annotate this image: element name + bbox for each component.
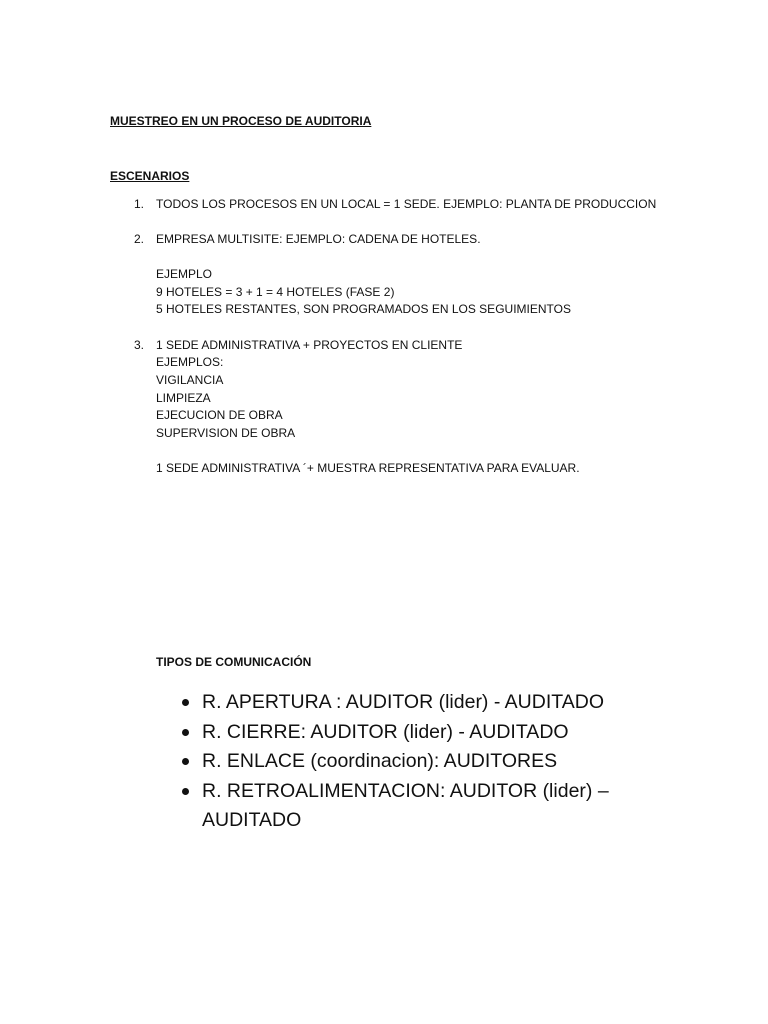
bullet-icon	[182, 729, 189, 736]
communication-item-text: AUDITADO	[202, 809, 302, 831]
scenario-number-3: 3.	[133, 338, 144, 352]
communication-item-text: R. RETROALIMENTACION: AUDITOR (lider) –	[202, 779, 609, 802]
scenarios-heading: ESCENARIOS	[110, 169, 190, 183]
communication-item	[180, 688, 609, 718]
scenario-3-examples-label: EJEMPLOS:	[156, 355, 224, 369]
scenario-2-example-line-2: 5 HOTELES RESTANTES, SON PROGRAMADOS EN LOS SEGUIMIENTOS	[156, 302, 571, 316]
scenario-number-1: 1.	[133, 197, 144, 211]
communication-item	[180, 718, 609, 748]
communication-heading: TIPOS DE COMUNICACIÓN	[156, 655, 312, 669]
communication-item-text: R. APERTURA : AUDITOR (lider) - AUDITADO	[202, 691, 604, 713]
scenario-1-text: TODOS LOS PROCESOS EN UN LOCAL = 1 SEDE. EJEMPLO: PLANTA DE PRODUCCION	[156, 197, 657, 211]
bullet-icon	[182, 758, 189, 765]
scenario-3-text: 1 SEDE ADMINISTRATIVA + PROYECTOS EN CLIENTE	[156, 338, 463, 352]
scenario-3-summary: 1 SEDE ADMINISTRATIVA ´+ MUESTRA REPRESENTATIVA PARA EVALUAR.	[156, 461, 580, 475]
scenario-3-example-vigilancia: VIGILANCIA	[156, 373, 224, 387]
communication-list	[180, 688, 609, 836]
scenario-2-example-line-1: 9 HOTELES = 3 + 1 = 4 HOTELES (FASE 2)	[156, 284, 395, 299]
communication-item	[180, 747, 609, 777]
scenario-3-example-supervision: SUPERVISION DE OBRA	[156, 426, 296, 440]
communication-item-text: R. ENLACE (coordinacion): AUDITORES	[202, 750, 558, 772]
communication-item-continuation	[180, 806, 609, 836]
communication-item-text: R. CIERRE: AUDITOR (lider) - AUDITADO	[202, 720, 569, 743]
bullet-icon	[182, 699, 189, 706]
scenario-3-example-ejecucion: EJECUCION DE OBRA	[156, 408, 283, 422]
communication-item	[180, 777, 609, 807]
scenario-2-text: EMPRESA MULTISITE: EJEMPLO: CADENA DE HOTELES.	[156, 232, 481, 246]
document-title: MUESTREO EN UN PROCESO DE AUDITORIA	[110, 114, 372, 128]
bullet-icon	[182, 788, 189, 795]
scenario-3-example-limpieza: LIMPIEZA	[156, 390, 211, 405]
scenario-number-2: 2.	[133, 232, 144, 246]
scenario-2-example-label: EJEMPLO	[156, 267, 213, 281]
